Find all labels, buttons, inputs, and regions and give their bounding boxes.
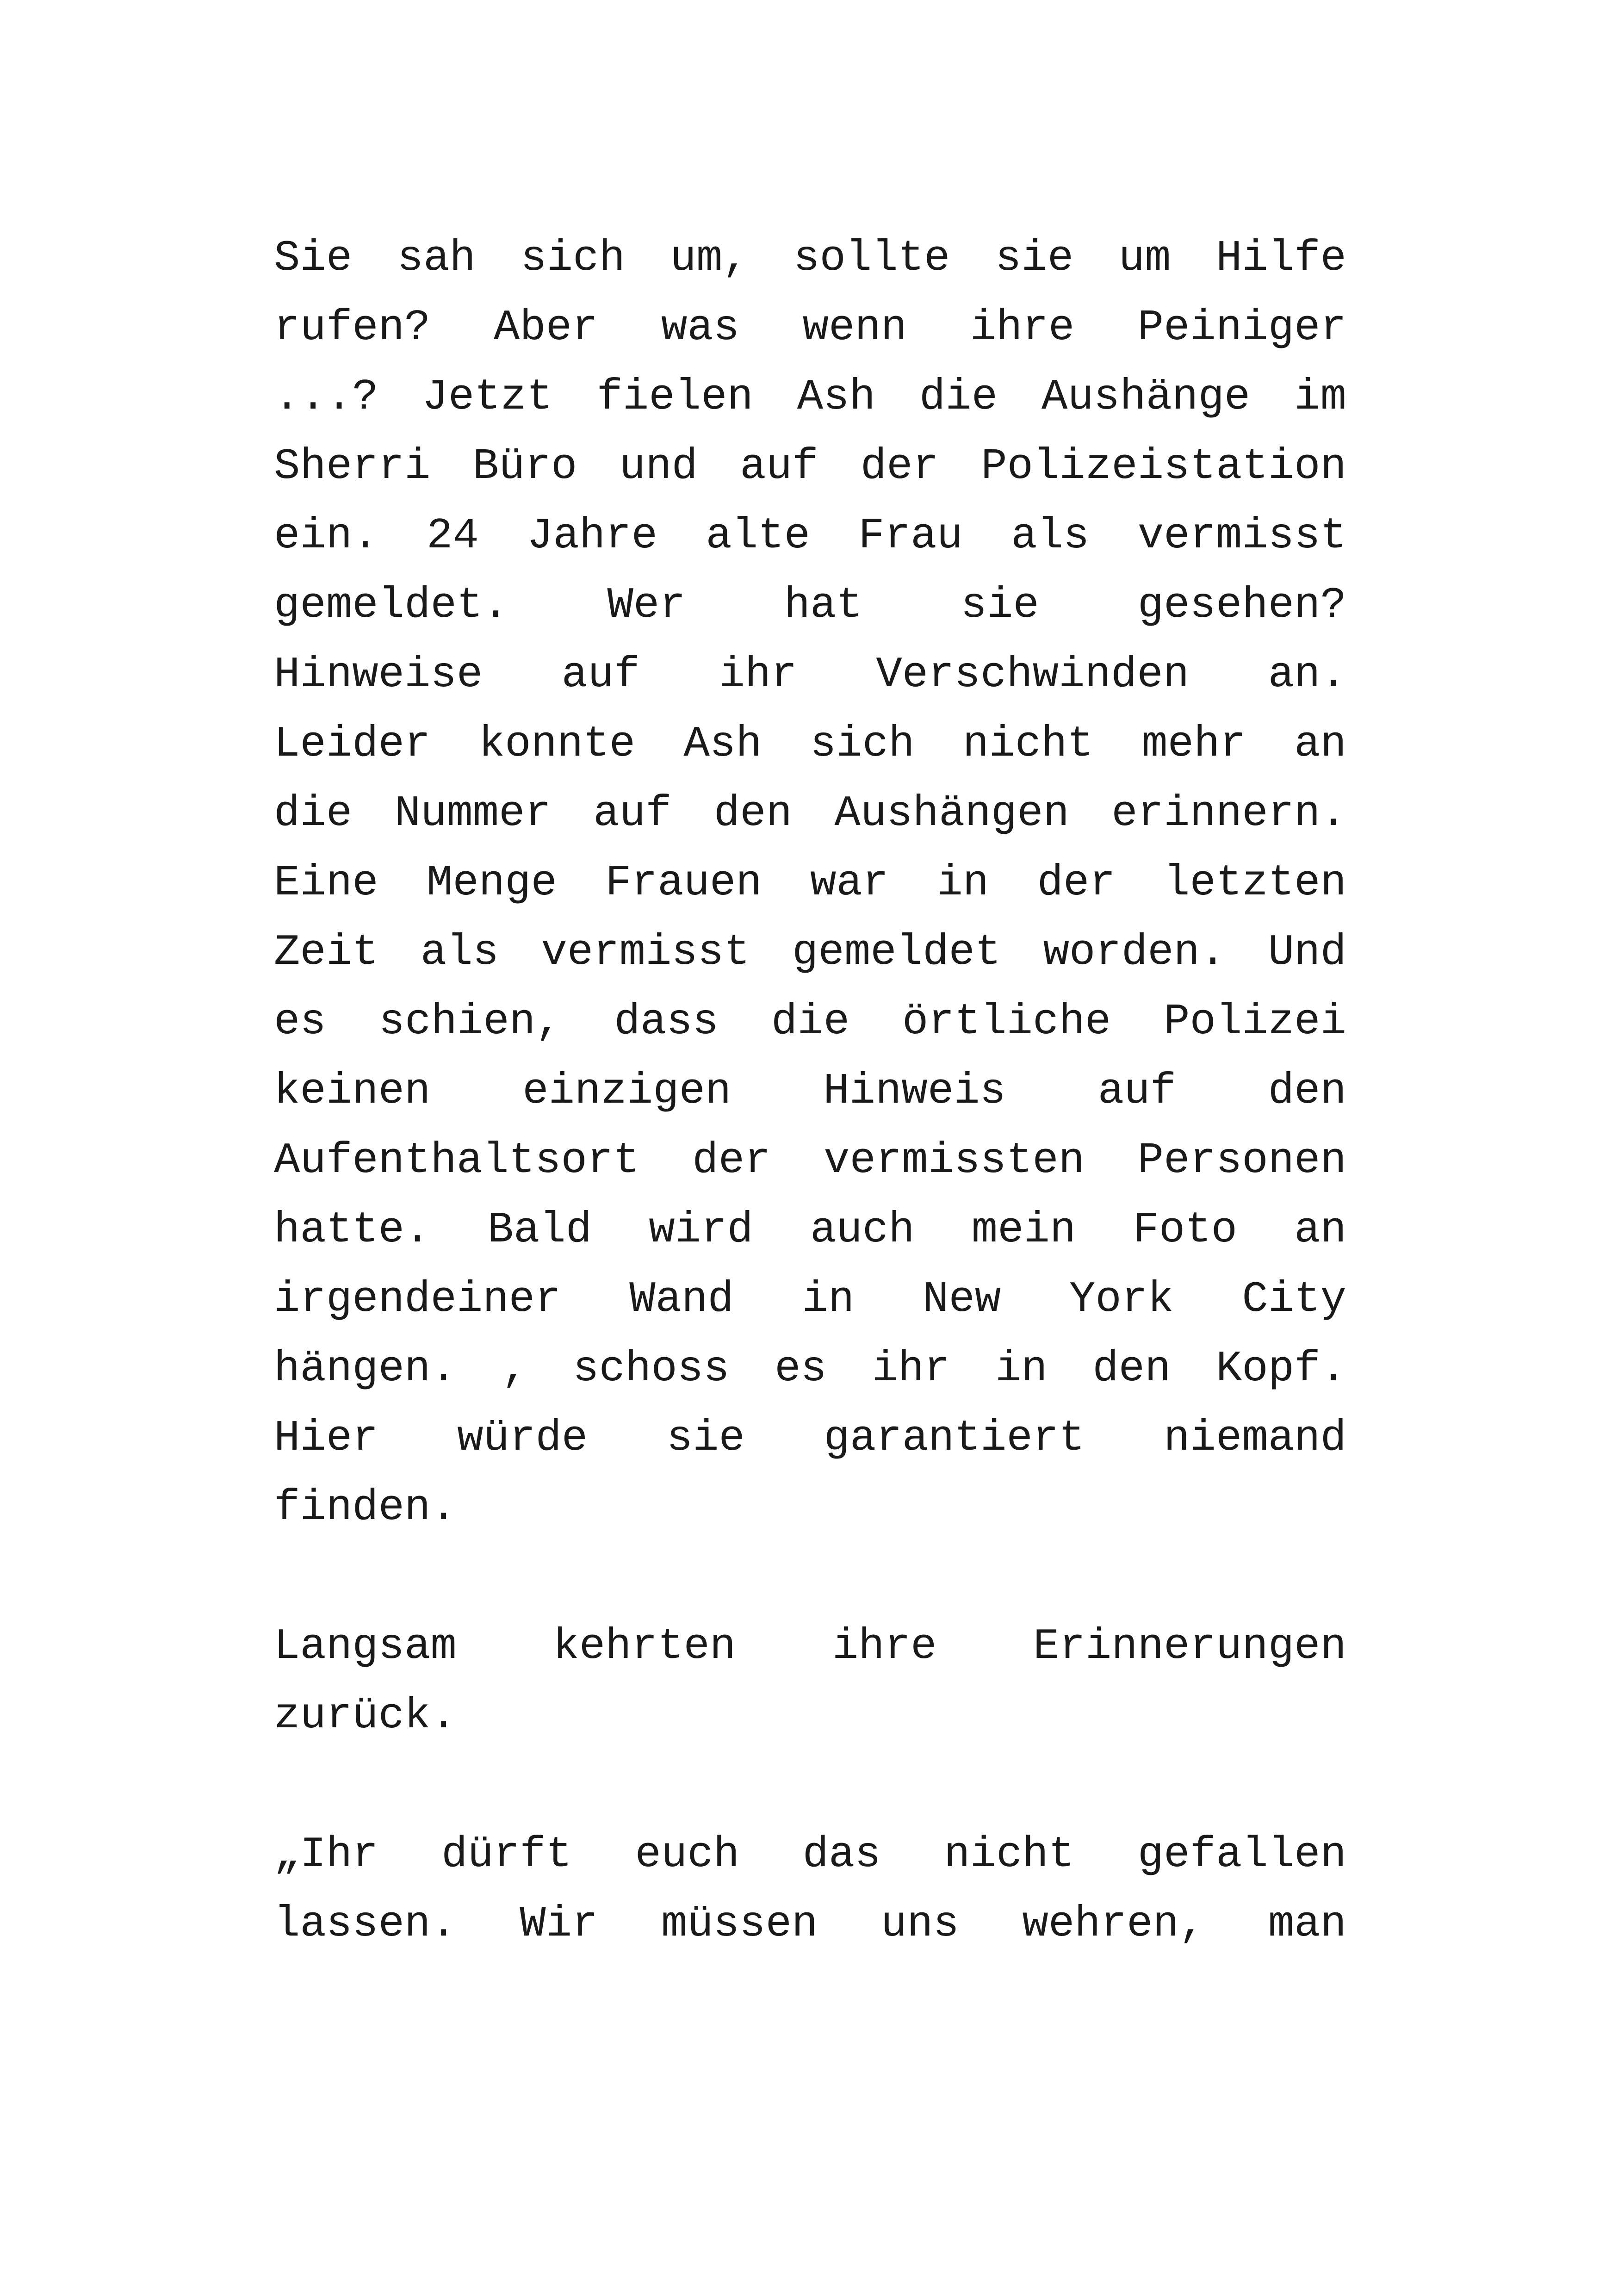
text-line: irgendeiner Wand in New York City <box>274 1275 1346 1324</box>
text-line: Aufenthaltsort der vermissten Personen <box>274 1136 1346 1185</box>
paragraph-2 <box>274 1612 1346 1751</box>
text-line: Hinweise auf ihr Verschwinden an. <box>274 651 1346 700</box>
text-line: Zeit als vermisst gemeldet worden. Und <box>274 928 1346 977</box>
text-line: Sherri Büro und auf der Polizeistation <box>274 442 1346 491</box>
text-line: keinen einzigen Hinweis auf den <box>274 1067 1346 1116</box>
text-line: es schien, dass die örtliche Polizei <box>274 998 1346 1047</box>
text-line: ...? Jetzt fielen Ash die Aushänge im <box>274 373 1346 422</box>
text-line: hatte. Bald wird auch mein Foto an <box>274 1206 1346 1255</box>
text-line: „Ihr dürft euch das nicht gefallen <box>274 1831 1346 1880</box>
text-line: lassen. Wir müssen uns wehren, man <box>274 1900 1346 1949</box>
text-line: hängen. , schoss es ihr in den Kopf. <box>274 1345 1346 1394</box>
paragraph-1 <box>274 224 1346 1543</box>
text-line: zurück. <box>274 1692 457 1741</box>
text-line: Hier würde sie garantiert niemand <box>274 1414 1346 1463</box>
text-line: Eine Menge Frauen war in der letzten <box>274 859 1346 908</box>
text-line: rufen? Aber was wenn ihre Peiniger <box>274 304 1346 353</box>
text-line: Langsam kehrten ihre Erinnerungen <box>274 1622 1346 1671</box>
text-line: Leider konnte Ash sich nicht mehr an <box>274 720 1346 769</box>
text-line: Sie sah sich um, sollte sie um Hilfe <box>274 234 1346 283</box>
text-line: ein. 24 Jahre alte Frau als vermisst <box>274 512 1346 561</box>
paragraph-3 <box>274 1820 1346 1959</box>
text-line: finden. <box>274 1483 457 1533</box>
text-line: gemeldet. Wer hat sie gesehen? <box>274 581 1346 630</box>
text-line: die Nummer auf den Aushängen erinnern. <box>274 789 1346 838</box>
